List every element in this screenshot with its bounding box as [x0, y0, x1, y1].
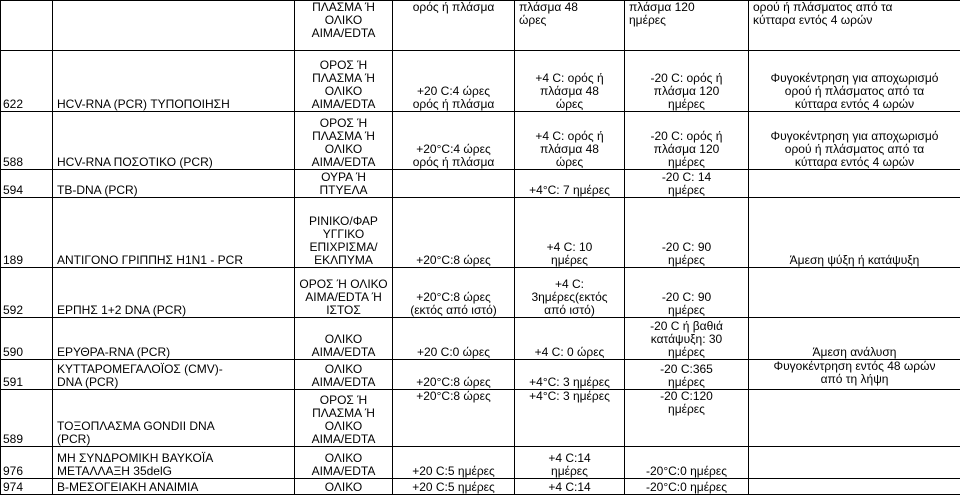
room-temp-cell: +20°C:8 ώρες: [393, 198, 515, 268]
room-temp-cell: +20°C:4 ώρες ορός ή πλάσμα: [393, 112, 515, 170]
notes-cell: Φυγοκέντρηση για αποχωρισμό ορού ή πλάσματος από τα κύτταρα εντός 4 ωρών: [749, 51, 960, 112]
fridge-cell: +4 C: ορός ή πλάσμα 48 ώρες: [515, 51, 625, 112]
room-temp-cell: +20°C:8 ώρες (εκτός από ιστό): [393, 268, 515, 318]
sample-type-cell: ΟΥΡΑ Ή ΠΤΥΕΛΑ: [295, 170, 393, 198]
code-cell: 591: [1, 360, 53, 390]
room-temp-cell: +20 C:5 ημέρες: [393, 479, 515, 495]
room-temp-cell: +20°C:8 ώρες: [393, 360, 515, 390]
sample-type-cell: ΟΛΙΚΟ ΑΙΜΑ/EDTA: [295, 318, 393, 360]
sample-type-cell: ΠΛΑΣΜΑ Ή ΟΛΙΚΟ ΑΙΜΑ/EDTA: [295, 1, 393, 51]
test-name-cell: HCV-RNA (PCR) ΤΥΠΟΠΟΙΗΣΗ: [53, 51, 295, 112]
freezer-cell: -20 C:120 ημέρες: [625, 390, 749, 447]
sample-type-cell: ΟΛΙΚΟ ΑΙΜΑ/EDTA: [295, 447, 393, 479]
code-cell: 590: [1, 318, 53, 360]
freezer-cell: -20 C ή βαθιά κατάψυξη: 30 ημέρες: [625, 318, 749, 360]
sample-type-cell: ΟΡΟΣ Ή ΠΛΑΣΜΑ Ή ΟΛΙΚΟ ΑΙΜΑ/EDTA: [295, 51, 393, 112]
test-name-cell: TB-DNA (PCR): [53, 170, 295, 198]
code-cell: 622: [1, 51, 53, 112]
test-name-cell: HCV-RNA ΠΟΣΟΤΙΚΟ (PCR): [53, 112, 295, 170]
freezer-cell: -20 C: 14 ημέρες: [625, 170, 749, 198]
freezer-cell: -20 C: 90 ημέρες: [625, 198, 749, 268]
room-temp-cell: +20 C:4 ώρες ορός ή πλάσμα: [393, 51, 515, 112]
notes-cell: Άμεση ανάλυση: [749, 318, 960, 360]
test-name-cell: ΕΡΠΗΣ 1+2 DNA (PCR): [53, 268, 295, 318]
notes-cell: Φυγοκέντρηση για αποχωρισμό ορού ή πλάσματος από τα κύτταρα εντός 4 ωρών: [749, 112, 960, 170]
code-cell: 594: [1, 170, 53, 198]
table-row: [1, 318, 960, 360]
notes-cell: [749, 268, 960, 318]
fridge-cell: +4 C: 0 ώρες: [515, 318, 625, 360]
room-temp-cell: +20°C:8 ώρες: [393, 390, 515, 447]
code-cell: 589: [1, 390, 53, 447]
freezer-cell: -20 C: ορός ή πλάσμα 120 ημέρες: [625, 112, 749, 170]
test-name-cell: Β-ΜΕΣΟΓΕΙΑΚΗ ΑΝΑΙΜΙΑ: [53, 479, 295, 495]
test-name-cell: ΤΟΞΟΠΛΑΣΜΑ GONDII DNA (PCR): [53, 390, 295, 447]
fridge-cell: +4 C: 3ημέρες(εκτός από ιστό): [515, 268, 625, 318]
room-temp-cell: ορός ή πλάσμα: [393, 1, 515, 51]
fridge-cell: +4°C: 3 ημέρες: [515, 360, 625, 390]
table-row: [1, 170, 960, 198]
fridge-cell: πλάσμα 48 ώρες: [515, 1, 625, 51]
table-row: [1, 360, 960, 390]
table-row: [1, 198, 960, 268]
table-row: [1, 447, 960, 479]
freezer-cell: -20°C:0 ημέρες: [625, 479, 749, 495]
room-temp-cell: [393, 170, 515, 198]
table-row: [1, 268, 960, 318]
fridge-cell: +4°C: 7 ημέρες: [515, 170, 625, 198]
freezer-cell: -20 C: ορός ή πλάσμα 120 ημέρες: [625, 51, 749, 112]
fridge-cell: +4 C: ορός ή πλάσμα 48 ώρες: [515, 112, 625, 170]
sample-type-cell: ΟΡΟΣ Ή ΠΛΑΣΜΑ Ή ΟΛΙΚΟ ΑΙΜΑ/EDTA: [295, 112, 393, 170]
notes-cell: [749, 390, 960, 447]
fridge-cell: +4 C:14 ημέρες: [515, 447, 625, 479]
code-cell: 189: [1, 198, 53, 268]
sample-type-cell: ΡΙΝΙΚΟ/ΦΑΡ ΥΓΓΙΚΟ ΕΠΙΧΡΙΣΜΑ/ ΕΚΛΠΥΜΑ: [295, 198, 393, 268]
test-name-cell: ΕΡΥΘΡΑ-RNA (PCR): [53, 318, 295, 360]
notes-cell: [749, 479, 960, 495]
test-name-cell: [53, 1, 295, 51]
table-row: [1, 51, 960, 112]
code-cell: [1, 1, 53, 51]
sample-type-cell: ΟΡΟΣ Ή ΠΛΑΣΜΑ Ή ΟΛΙΚΟ ΑΙΜΑ/EDTA: [295, 390, 393, 447]
room-temp-cell: +20 C:0 ώρες: [393, 318, 515, 360]
freezer-cell: πλάσμα 120 ημέρες: [625, 1, 749, 51]
test-name-cell: ΜΗ ΣΥΝΔΡΟΜΙΚΗ ΒΑΥΚΟΪΑ ΜΕΤΑΛΛΑΞΗ 35delG: [53, 447, 295, 479]
sample-type-cell: ΟΛΙΚΟ: [295, 479, 393, 495]
notes-cell: Άμεση ψύξη ή κατάψυξη: [749, 198, 960, 268]
sample-type-cell: ΟΛΙΚΟ ΑΙΜΑ/EDTA: [295, 360, 393, 390]
table-row: [1, 112, 960, 170]
table-row: [1, 1, 960, 51]
freezer-cell: -20 C: 90 ημέρες: [625, 268, 749, 318]
test-name-cell: ΑΝΤΙΓΟΝΟ ΓΡΙΠΠΗΣ H1N1 - PCR: [53, 198, 295, 268]
notes-cell: [749, 447, 960, 479]
table-row: [1, 390, 960, 447]
notes-cell: [749, 170, 960, 198]
code-cell: 588: [1, 112, 53, 170]
code-cell: 974: [1, 479, 53, 495]
code-cell: 976: [1, 447, 53, 479]
freezer-cell: -20°C:0 ημέρες: [625, 447, 749, 479]
table-row: [1, 479, 960, 495]
sample-type-cell: ΟΡΟΣ Ή ΟΛΙΚΟ ΑΙΜΑ/EDTA Ή ΙΣΤΟΣ: [295, 268, 393, 318]
freezer-cell: -20 C:365 ημέρες: [625, 360, 749, 390]
code-cell: 592: [1, 268, 53, 318]
fridge-cell: +4°C: 3 ημέρες: [515, 390, 625, 447]
test-name-cell: ΚΥΤΤΑΡΟΜΕΓΑΛΟΪΟΣ (CMV)- DNA (PCR): [53, 360, 295, 390]
notes-cell: Φυγοκέντρηση εντός 48 ωρών από τη λήψη: [749, 360, 960, 390]
fridge-cell: +4 C:14: [515, 479, 625, 495]
notes-cell: ορού ή πλάσματος από τα κύτταρα εντός 4 ωρών: [749, 1, 960, 51]
fridge-cell: +4 C: 10 ημέρες: [515, 198, 625, 268]
room-temp-cell: +20 C:5 ημέρες: [393, 447, 515, 479]
